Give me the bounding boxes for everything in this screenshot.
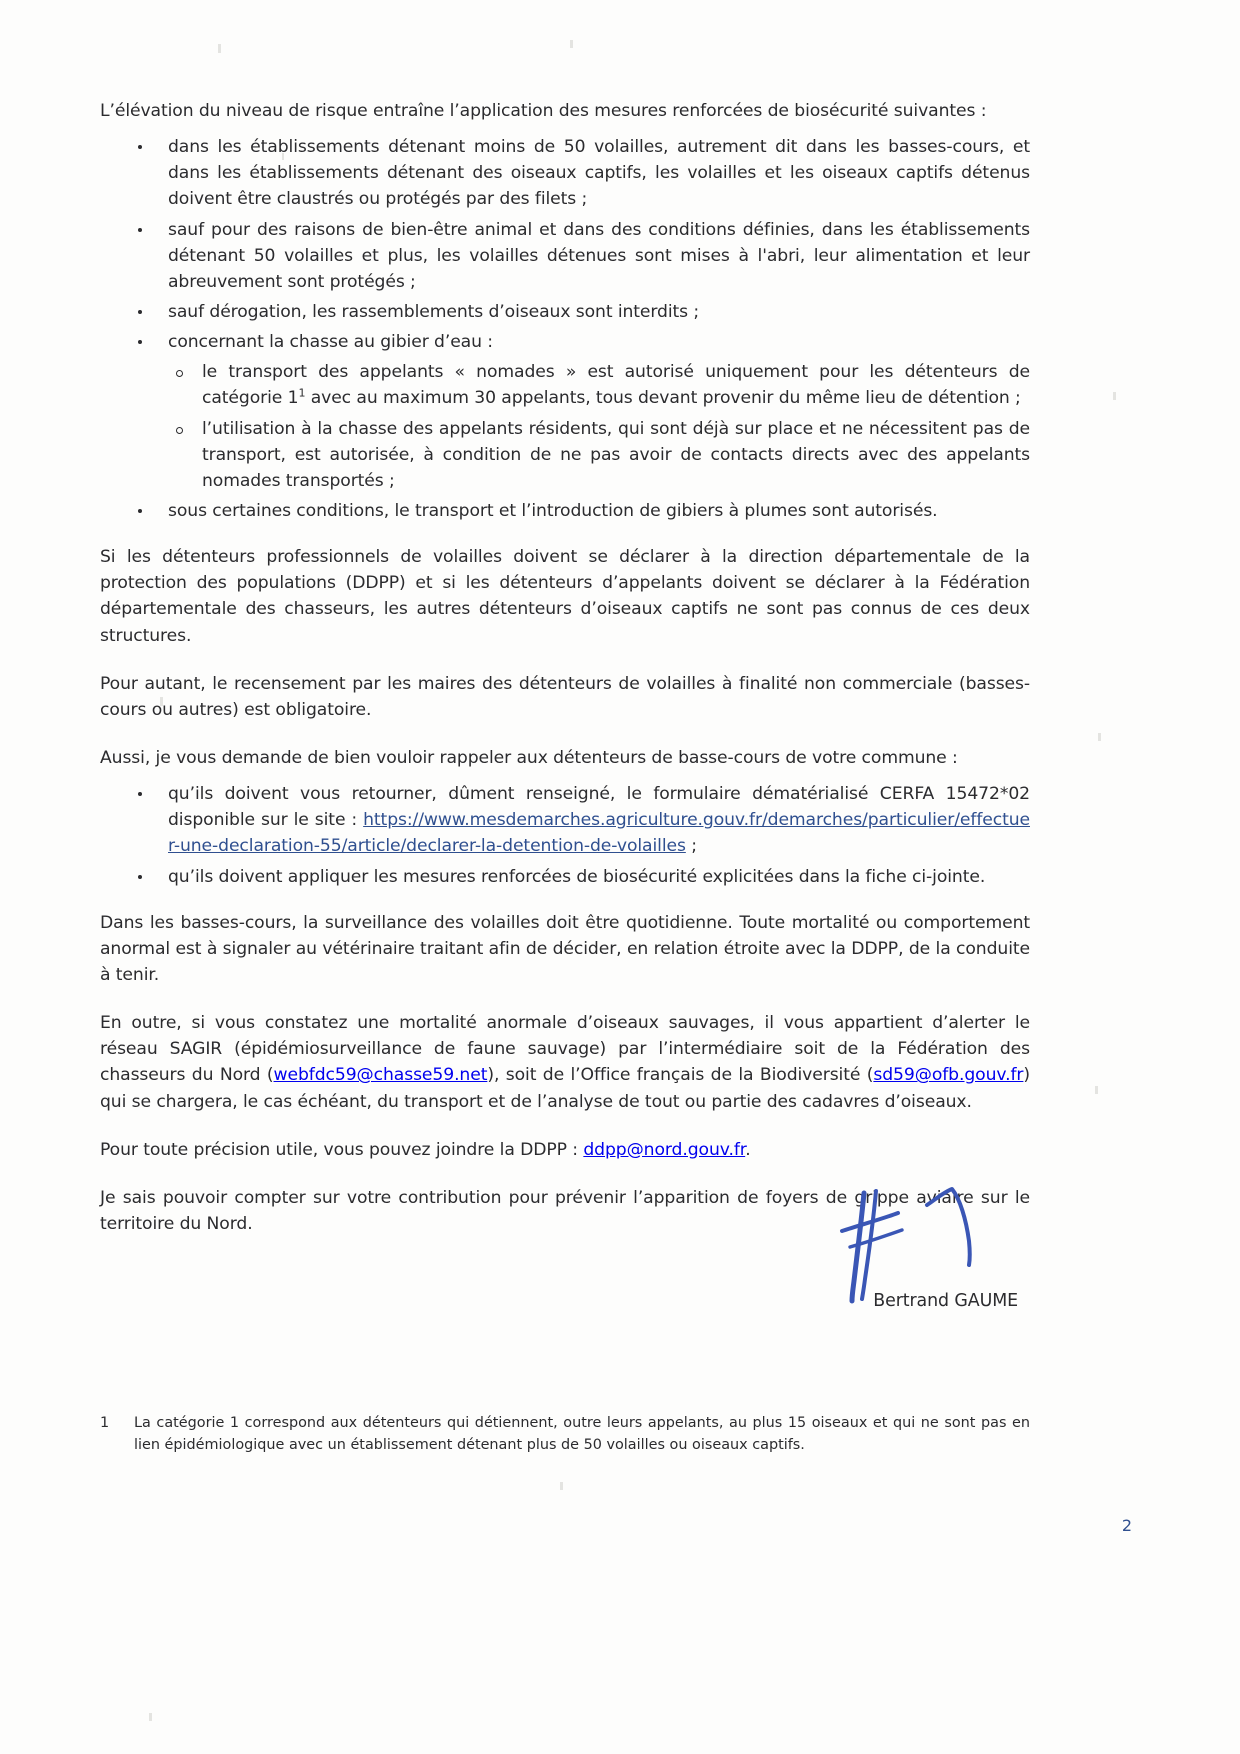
- measure-item-5: sous certaines conditions, le transport et l’introduction de gibiers à plumes sont autorisés.: [100, 498, 1030, 524]
- sagir-paragraph: [100, 1010, 1030, 1115]
- request-item-1-before: qu’ils doivent vous retourner, dûment renseigné, le formulaire dématérialisé CERFA 15472*02 disponible sur le site :: [168, 784, 1030, 831]
- scan-speck: [218, 44, 221, 53]
- email-link-sd59[interactable]: sd59@ofb.gouv.fr: [873, 1065, 1024, 1086]
- scan-speck: [149, 1713, 152, 1721]
- hunting-sub-item-2: l’utilisation à la chasse des appelants résidents, qui sont déjà sur place et ne nécessitent pas de transport, est autorisée, à condition de ne pas avoir de contacts directs avec des appelants nomades transportés ;: [168, 416, 1030, 494]
- footnote-text: La catégorie 1 correspond aux détenteurs qui détiennent, outre leurs appelants, au plus 15 oiseaux et qui ne sont pas en lien épidémiologique avec un établissement détenant plus de 50 volailles ou oiseaux captifs.: [134, 1415, 1030, 1453]
- measures-list: [100, 134, 1030, 524]
- sagir-text-part-3: ) qui se chargera, le cas échéant, du transport et de l’analyse de tout ou partie des cadavres d’oiseaux.: [100, 1065, 1030, 1112]
- signature-block: [100, 1195, 1030, 1325]
- email-link-webfdc59[interactable]: webfdc59@chasse59.net: [273, 1065, 488, 1086]
- sagir-text-part-2: ), soit de l’Office français de la Biodiversité (: [487, 1065, 874, 1086]
- surveillance-paragraph: Dans les basses-cours, la surveillance des volailles doit être quotidienne. Toute mortalité ou comportement anormal est à signaler au vétérinaire traitant afin de décider, en relation étroite avec la DDPP, de la conduite à tenir.: [100, 912, 1030, 985]
- request-list: [100, 781, 1030, 890]
- measure-item-2: sauf pour des raisons de bien-être animal et dans des conditions définies, dans les établissements détenant 50 volailles et plus, les volailles détenues sont mises à l'abri, leur alimentation et leur abreuvement sont protégés ;: [100, 217, 1030, 295]
- hunting-sublist: [168, 359, 1030, 494]
- request-item-2: qu’ils doivent appliquer les mesures renforcées de biosécurité explicitées dans la fiche ci-jointe.: [100, 864, 1030, 890]
- scan-speck: [560, 1482, 563, 1490]
- hunting-sub-item-1: [168, 359, 1030, 411]
- mesdemarches-link[interactable]: https://www.mesdemarches.agriculture.gouv.fr/demarches/particulier/effectuer-une-declaration-55/article/declarer-la-detention-de-volailles: [168, 810, 1030, 857]
- footnote-marker: 1: [298, 386, 306, 400]
- scan-speck: [1098, 733, 1101, 741]
- contact-text-before: Pour toute précision utile, vous pouvez joindre la DDPP :: [100, 1139, 584, 1160]
- measure-item-3: sauf dérogation, les rassemblements d’oiseaux sont interdits ;: [100, 299, 1030, 325]
- document-body: [100, 98, 1030, 1259]
- footnote: [100, 1413, 1030, 1456]
- declaration-paragraph: Si les détenteurs professionnels de volailles doivent se déclarer à la direction départementale de la protection des populations (DDPP) et si les détenteurs d’appelants doivent se déclarer à la Fédération départementale des chasseurs, les autres détenteurs d’oiseaux captifs ne sont pas connus de ces deux structures.: [100, 547, 1030, 646]
- footnote-separator: [100, 1400, 400, 1401]
- footnote-number: 1: [100, 1415, 110, 1431]
- intro-paragraph: L’élévation du niveau de risque entraîne l’application des mesures renforcées de biosécurité suivantes :: [100, 101, 987, 121]
- request-intro-paragraph: Aussi, je vous demande de bien vouloir rappeler aux détenteurs de basse-cours de votre commune :: [100, 747, 958, 768]
- email-link-ddpp[interactable]: ddpp@nord.gouv.fr: [583, 1139, 746, 1160]
- measure-item-4: [100, 329, 1030, 494]
- measure-item-4-label: concernant la chasse au gibier d’eau :: [168, 332, 493, 353]
- scan-speck: [1095, 1086, 1098, 1094]
- request-item-1-after: ;: [685, 836, 697, 857]
- sagir-text-part-1: En outre, si vous constatez une mortalité anormale d’oiseaux sauvages, il vous appartient d’alerter le réseau SAGIR (épidémiosurveillance de faune sauvage) par l’intermédiaire soit de la Fédération des chasseurs du Nord (: [100, 1013, 1030, 1086]
- signatory-name: Bertrand GAUME: [873, 1291, 1018, 1311]
- contact-paragraph: [100, 1137, 1030, 1163]
- recensement-paragraph: Pour autant, le recensement par les maires des détenteurs de volailles à finalité non commerciale (basses-cours ou autres) est obligatoire.: [100, 673, 1030, 720]
- page-number: 2: [1121, 1516, 1132, 1535]
- scan-speck: [1113, 392, 1116, 400]
- request-item-1: [100, 781, 1030, 859]
- measure-item-1: dans les établissements détenant moins de 50 volailles, autrement dit dans les basses-cours, et dans les établissements détenant des oiseaux captifs, les volailles et les oiseaux captifs détenus doivent être claustrés ou protégés par des filets ;: [100, 134, 1030, 212]
- scan-speck: [570, 40, 573, 48]
- hunting-sub-item-1-before: le transport des appelants « nomades » est autorisé uniquement pour les détenteurs de catégorie 1: [202, 362, 1030, 409]
- closing-paragraph: Je sais pouvoir compter sur votre contribution pour prévenir l’apparition de foyers de grippe aviaire sur le territoire du Nord.: [100, 1187, 1030, 1234]
- hunting-sub-item-1-after: avec au maximum 30 appelants, tous devant provenir du même lieu de détention ;: [305, 388, 1021, 409]
- contact-text-after: .: [745, 1139, 751, 1160]
